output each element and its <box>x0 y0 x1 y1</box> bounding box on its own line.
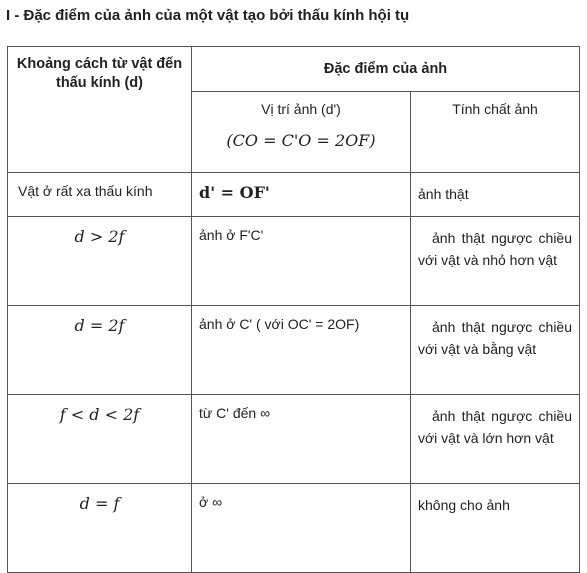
row-distance: d = 2f <box>8 306 192 395</box>
header-nature-label: Tính chất ảnh <box>452 101 538 117</box>
row-nature: ảnh thật ngược chiều với vật và nhỏ hơn vật <box>411 217 580 306</box>
row-nature: ảnh thật ngược chiều với vật và lớn hơn vật <box>411 395 580 484</box>
header-position-label: Vị trí ảnh (d') <box>261 101 341 117</box>
row-nature: không cho ảnh <box>411 484 580 573</box>
row-distance: d = f <box>8 484 192 573</box>
row-nature: ảnh thật ngược chiều với vật và bằng vật <box>411 306 580 395</box>
image-properties-table <box>7 46 580 573</box>
row-position: ở ∞ <box>192 484 411 573</box>
row-distance: Vật ở rất xa thấu kính <box>8 173 192 217</box>
header-position-formula: (CO = C'O = 2OF) <box>226 131 376 150</box>
row-position: ảnh ở F'C' <box>192 217 411 306</box>
row-position: từ C' đến ∞ <box>192 395 411 484</box>
page-title: I - Đặc điểm của ảnh của một vật tạo bởi thấu kính hội tụ <box>6 7 410 24</box>
header-features: Đặc điểm của ảnh <box>192 47 580 92</box>
header-nature <box>411 92 580 173</box>
row-position: ảnh ở C' ( với OC' = 2OF) <box>192 306 411 395</box>
row-position: d' = OF' <box>192 173 411 217</box>
row-distance: f < d < 2f <box>8 395 192 484</box>
row-nature: ảnh thật <box>411 173 580 217</box>
row-distance: d > 2f <box>8 217 192 306</box>
header-position <box>192 92 411 173</box>
header-distance: Khoảng cách từ vật đến thấu kính (d) <box>8 47 192 173</box>
